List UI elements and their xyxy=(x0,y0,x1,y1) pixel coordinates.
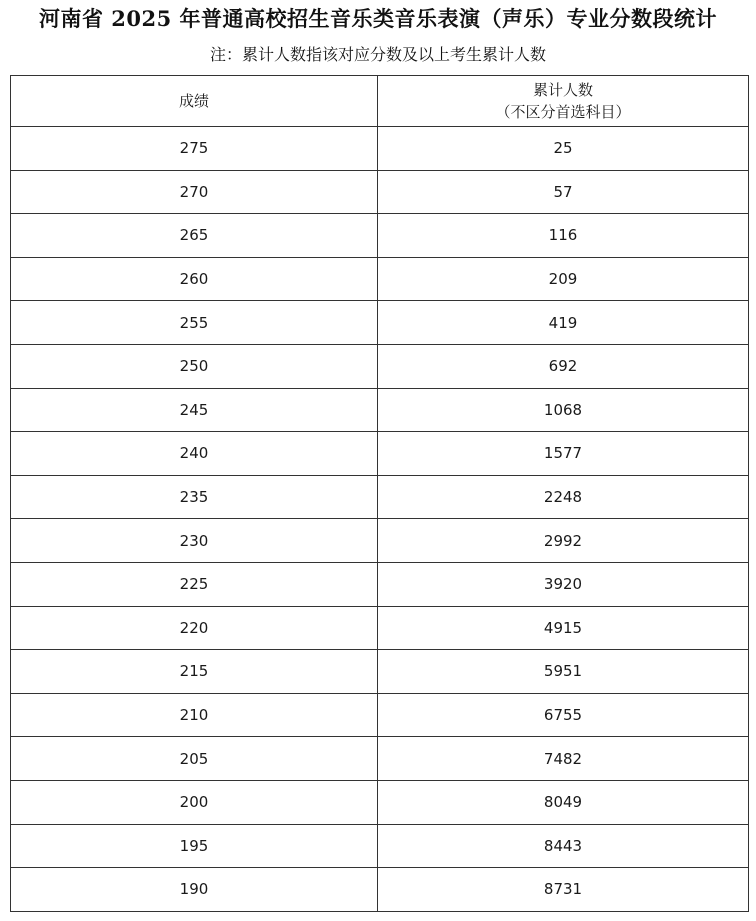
header-score xyxy=(11,76,378,127)
score-cell: 235 xyxy=(11,475,378,519)
table-row xyxy=(11,650,749,694)
cumulative-count-cell: 25 xyxy=(378,127,749,171)
table-note: 注：累计人数指该对应分数及以上考生累计人数 xyxy=(209,45,546,64)
table-row xyxy=(11,301,749,345)
score-distribution-table xyxy=(10,75,749,912)
cumulative-count-cell: 8049 xyxy=(378,780,749,824)
cumulative-count-cell: 116 xyxy=(378,214,749,258)
cumulative-count-cell: 2248 xyxy=(378,475,749,519)
table-row xyxy=(11,257,749,301)
score-cell: 255 xyxy=(11,301,378,345)
document-title: 河南省 2025 年普通高校招生音乐类音乐表演（声乐）专业分数段统计 xyxy=(38,6,718,31)
cumulative-count-cell: 8443 xyxy=(378,824,749,868)
cumulative-count-cell: 5951 xyxy=(378,650,749,694)
score-cell: 275 xyxy=(11,127,378,171)
score-cell: 215 xyxy=(11,650,378,694)
cumulative-count-cell: 1068 xyxy=(378,388,749,432)
header-count-sublabel: （不区分首选科目） xyxy=(495,103,631,121)
cumulative-count-cell: 8731 xyxy=(378,868,749,912)
table-row xyxy=(11,606,749,650)
score-cell: 220 xyxy=(11,606,378,650)
table-row xyxy=(11,475,749,519)
score-cell: 190 xyxy=(11,868,378,912)
header-score-label: 成绩 xyxy=(178,92,209,110)
cumulative-count-cell: 2992 xyxy=(378,519,749,563)
score-cell: 260 xyxy=(11,257,378,301)
table-row xyxy=(11,344,749,388)
score-cell: 200 xyxy=(11,780,378,824)
score-cell: 230 xyxy=(11,519,378,563)
table-row xyxy=(11,388,749,432)
cumulative-count-cell: 7482 xyxy=(378,737,749,781)
table-row xyxy=(11,868,749,912)
table-row xyxy=(11,214,749,258)
table-header-row xyxy=(11,76,749,127)
score-cell: 195 xyxy=(11,824,378,868)
cumulative-count-cell: 692 xyxy=(378,344,749,388)
table-row xyxy=(11,737,749,781)
table-row xyxy=(11,170,749,214)
score-cell: 225 xyxy=(11,562,378,606)
table-row xyxy=(11,127,749,171)
score-cell: 210 xyxy=(11,693,378,737)
table-row xyxy=(11,519,749,563)
table-row xyxy=(11,780,749,824)
cumulative-count-cell: 419 xyxy=(378,301,749,345)
cumulative-count-cell: 57 xyxy=(378,170,749,214)
table-row xyxy=(11,432,749,476)
score-cell: 240 xyxy=(11,432,378,476)
cumulative-count-cell: 1577 xyxy=(378,432,749,476)
table-row xyxy=(11,562,749,606)
cumulative-count-cell: 3920 xyxy=(378,562,749,606)
table-body xyxy=(11,76,749,912)
header-count-label: 累计人数 xyxy=(532,81,593,99)
score-cell: 270 xyxy=(11,170,378,214)
score-cell: 205 xyxy=(11,737,378,781)
score-cell: 265 xyxy=(11,214,378,258)
score-cell: 245 xyxy=(11,388,378,432)
cumulative-count-cell: 209 xyxy=(378,257,749,301)
cumulative-count-cell: 4915 xyxy=(378,606,749,650)
table-row xyxy=(11,824,749,868)
cumulative-count-cell: 6755 xyxy=(378,693,749,737)
header-count xyxy=(378,76,749,127)
score-cell: 250 xyxy=(11,344,378,388)
table-row xyxy=(11,693,749,737)
